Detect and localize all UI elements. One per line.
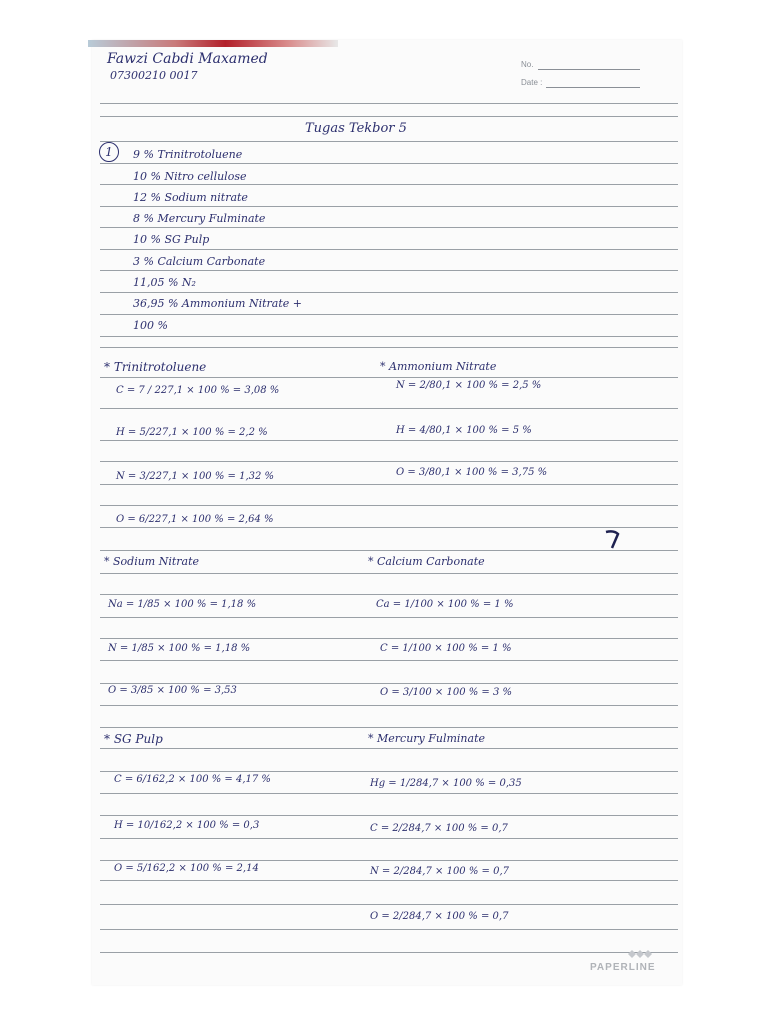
section-line: N = 2/80,1 × 100 % = 2,5 % [396, 380, 542, 391]
list-item: 10 % SG Pulp [133, 233, 210, 246]
ruled-line [100, 184, 678, 185]
section-title: * Ammonium Nitrate [380, 360, 497, 373]
ruled-line [100, 594, 678, 595]
ruled-line [100, 505, 678, 506]
list-item: 9 % Trinitrotoluene [133, 148, 243, 161]
section-line: O = 5/162,2 × 100 % = 2,14 [114, 863, 259, 874]
section-line: O = 3/80,1 × 100 % = 3,75 % [396, 467, 548, 478]
ruled-line [100, 771, 678, 772]
no-line [538, 69, 640, 70]
ruled-line [100, 880, 678, 881]
ruled-line [100, 815, 678, 816]
ruled-line [100, 249, 678, 250]
ruled-line [100, 206, 678, 207]
pen-mark [604, 528, 624, 550]
ruled-line [100, 347, 678, 348]
torn-edge-strip [88, 40, 338, 47]
ruled-line [100, 527, 678, 528]
list-item: 8 % Mercury Fulminate [133, 212, 266, 225]
ruled-line [100, 116, 678, 117]
no-label: No. [521, 60, 534, 69]
section-line: C = 2/284,7 × 100 % = 0,7 [370, 823, 508, 834]
section-line: H = 10/162,2 × 100 % = 0,3 [114, 820, 260, 831]
student-name: Fawzi Cabdi Maxamed [107, 51, 268, 67]
brand-logo-text: PAPERLINE [590, 962, 656, 973]
ruled-line [100, 952, 678, 953]
section-line: Na = 1/85 × 100 % = 1,18 % [108, 599, 257, 610]
list-item: 100 % [133, 319, 168, 332]
section-title: * SG Pulp [104, 732, 163, 746]
ruled-line [100, 103, 678, 104]
list-number [99, 142, 123, 162]
section-line: N = 1/85 × 100 % = 1,18 % [108, 643, 251, 654]
ruled-line [100, 838, 678, 839]
section-line: O = 6/227,1 × 100 % = 2,64 % [116, 514, 274, 525]
section-line: O = 3/85 × 100 % = 3,53 [108, 685, 237, 696]
ruled-line [100, 336, 678, 337]
ruled-line [100, 484, 678, 485]
section-line: O = 3/100 × 100 % = 3 % [380, 687, 513, 698]
section-line: O = 2/284,7 × 100 % = 0,7 [370, 911, 509, 922]
ruled-line [100, 270, 678, 271]
date-label: Date : [521, 78, 543, 87]
page-title: Tugas Tekbor 5 [305, 121, 407, 136]
section-line: H = 4/80,1 × 100 % = 5 % [396, 425, 532, 436]
section-line: C = 7 / 227,1 × 100 % = 3,08 % [116, 385, 280, 396]
ruled-line [100, 461, 678, 462]
ruled-line [100, 904, 678, 905]
student-id: 07300210 0017 [110, 69, 198, 82]
section-title: * Calcium Carbonate [368, 555, 485, 568]
section-line: H = 5/227,1 × 100 % = 2,2 % [116, 427, 268, 438]
ruled-line [100, 660, 678, 661]
section-title: * Trinitrotoluene [104, 360, 207, 374]
ruled-line [100, 292, 678, 293]
ruled-line [100, 377, 678, 378]
ruled-line [100, 163, 678, 164]
ruled-line [100, 683, 678, 684]
section-title: * Sodium Nitrate [104, 555, 200, 568]
ruled-line [100, 617, 678, 618]
ruled-line [100, 727, 678, 728]
ruled-line [100, 550, 678, 551]
list-item: 11,05 % N₂ [133, 276, 196, 289]
section-line: Hg = 1/284,7 × 100 % = 0,35 [370, 778, 522, 789]
ruled-line [100, 929, 678, 930]
ruled-line [100, 793, 678, 794]
section-line: Ca = 1/100 × 100 % = 1 % [376, 599, 514, 610]
section-line: N = 2/284,7 × 100 % = 0,7 [370, 866, 509, 877]
list-item: 10 % Nitro cellulose [133, 170, 247, 183]
ruled-line [100, 440, 678, 441]
list-item: 36,95 % Ammonium Nitrate + [133, 297, 303, 310]
date-line [546, 87, 640, 88]
ruled-line [100, 141, 678, 142]
section-line: N = 3/227,1 × 100 % = 1,32 % [116, 471, 275, 482]
ruled-line [100, 748, 678, 749]
ruled-line [100, 573, 678, 574]
paperline-logo-icon [626, 948, 654, 960]
ruled-line [100, 314, 678, 315]
list-item: 12 % Sodium nitrate [133, 191, 248, 204]
section-line: C = 1/100 × 100 % = 1 % [380, 643, 512, 654]
ruled-line [100, 638, 678, 639]
ruled-line [100, 705, 678, 706]
ruled-line [100, 227, 678, 228]
ruled-line [100, 408, 678, 409]
section-title: * Mercury Fulminate [368, 732, 485, 745]
section-line: C = 6/162,2 × 100 % = 4,17 % [114, 774, 271, 785]
ruled-line [100, 860, 678, 861]
list-number-circle: 1 [99, 142, 119, 162]
list-item: 3 % Calcium Carbonate [133, 255, 266, 268]
